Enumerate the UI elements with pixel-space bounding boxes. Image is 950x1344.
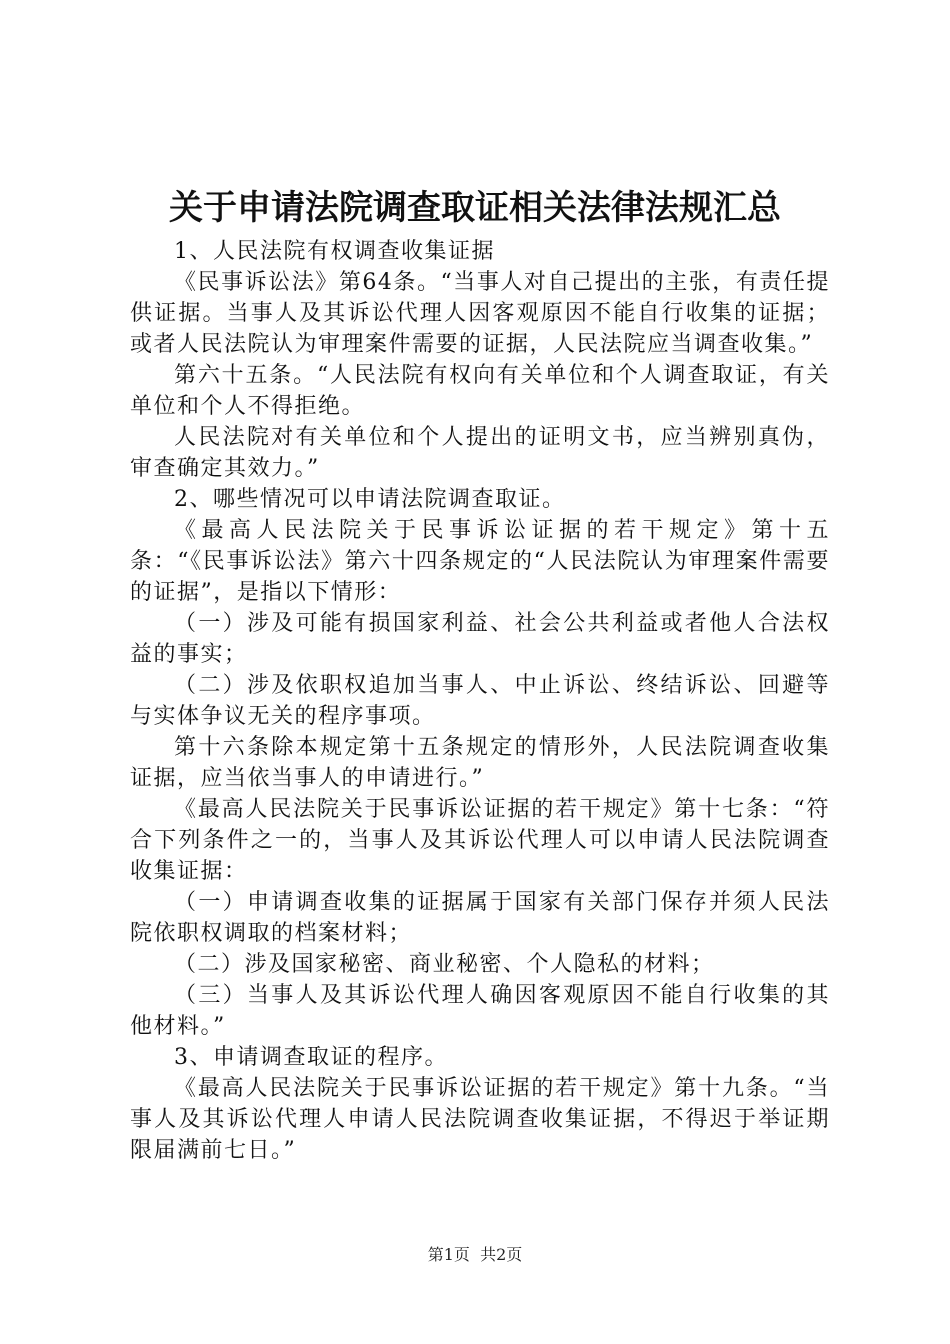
paragraph: （一）申请调查收集的证据属于国家有关部门保存并须人民法院依职权调取的档案材料； <box>130 890 830 946</box>
paragraph: 《最高人民法院关于民事诉讼证据的若干规定》第十七条：“符合下列条件之一的，当事人及其诉讼代理人可以申请人民法院调查收集证据： <box>130 797 830 884</box>
paragraph: 人民法院对有关单位和个人提出的证明文书，应当辨别真伪，审查确定其效力。” <box>130 425 830 481</box>
paragraph: 《最高人民法院关于民事诉讼证据的若干规定》第十九条。“当事人及其诉讼代理人申请人民法院调查收集证据，不得迟于举证期限届满前七日。” <box>130 1076 830 1163</box>
paragraph: 《最高人民法院关于民事诉讼证据的若干规定》第十五条：“《民事诉讼法》第六十四条规定的“人民法院认为审理案件需要的证据”，是指以下情形： <box>130 518 830 605</box>
paragraph: （一）涉及可能有损国家利益、社会公共利益或者他人合法权益的事实； <box>130 611 830 667</box>
page-number: 第1页 <box>427 1245 470 1264</box>
paragraph: 2、哪些情况可以申请法院调查取证。 <box>174 487 566 512</box>
paragraph: （二）涉及国家秘密、商业秘密、个人隐私的材料； <box>174 952 715 977</box>
document-title: 关于申请法院调查取证相关法律法规汇总 <box>169 188 781 228</box>
paragraph: （二）涉及依职权追加当事人、中止诉讼、终结诉讼、回避等与实体争议无关的程序事项。 <box>130 673 830 729</box>
page-total: 共2页 <box>480 1245 523 1264</box>
paragraph: 《民事诉讼法》第64条。“当事人对自己提出的主张，有责任提供证据。当事人及其诉讼代理人因客观原因不能自行收集的证据；或者人民法院认为审理案件需要的证据，人民法院应当调查收集。” <box>130 270 830 357</box>
paragraph: 1、人民法院有权调查收集证据 <box>174 239 495 264</box>
document-body <box>130 236 830 1166</box>
paragraph: 第十六条除本规定第十五条规定的情形外，人民法院调查收集证据，应当依当事人的申请进行。” <box>130 735 830 791</box>
paragraph: 第六十五条。“人民法院有权向有关单位和个人调查取证，有关单位和个人不得拒绝。 <box>130 363 830 419</box>
paragraph: （三）当事人及其诉讼代理人确因客观原因不能自行收集的其他材料。” <box>130 983 830 1039</box>
page-footer <box>0 1243 950 1267</box>
paragraph: 3、申请调查取证的程序。 <box>174 1045 448 1070</box>
